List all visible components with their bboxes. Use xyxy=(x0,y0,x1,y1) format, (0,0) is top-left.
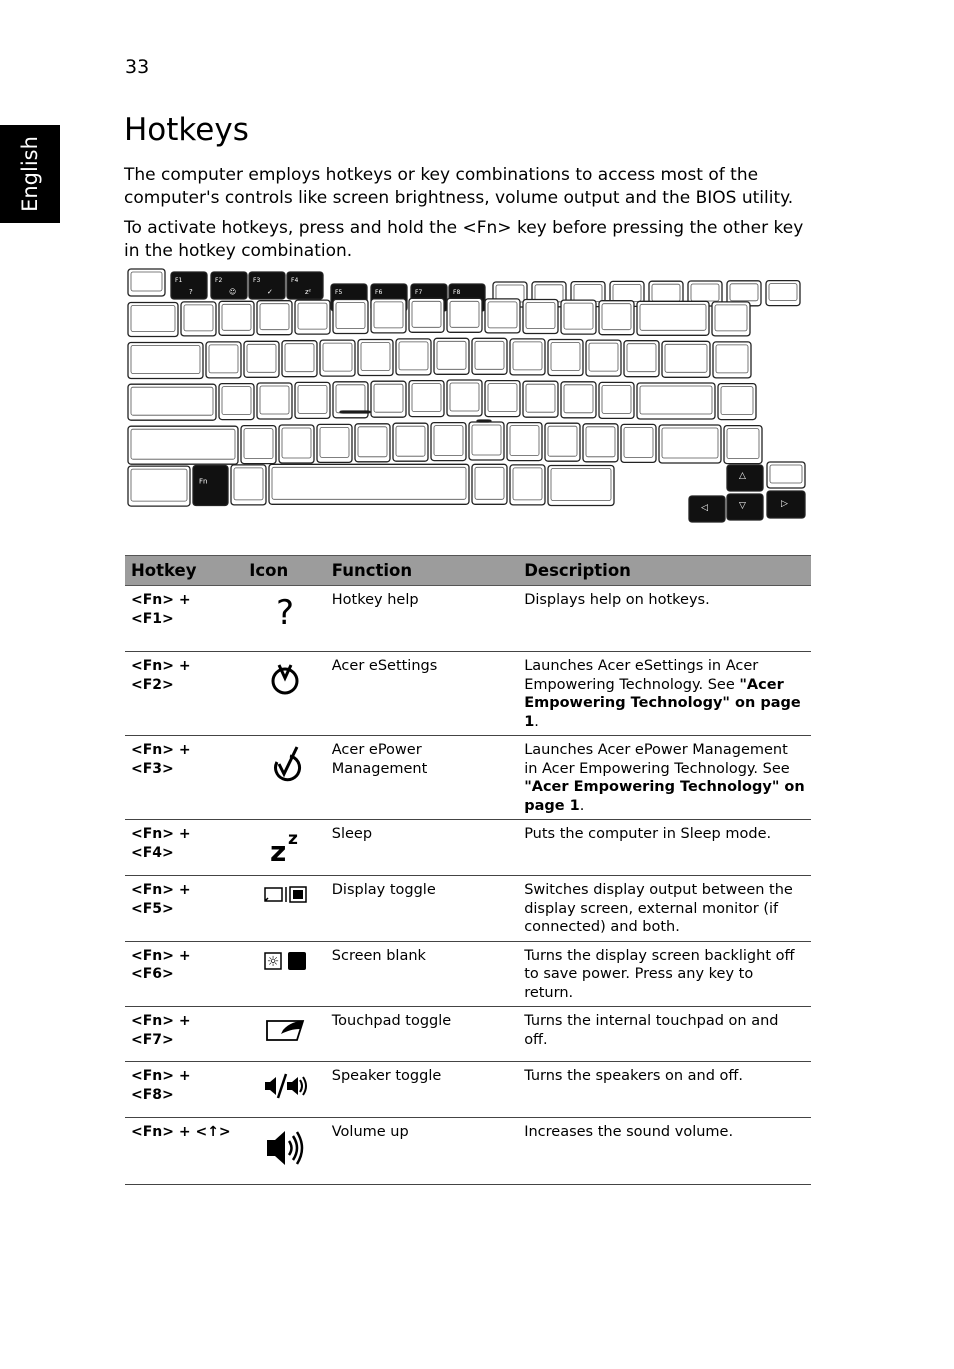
intro-paragraph: The computer employs hotkeys or key combinations to access most of the computer's controls like screen brightness, volume output and the BIOS utility. xyxy=(124,165,794,208)
hotkey-cell: <Fn> + <F3> xyxy=(125,736,243,820)
keyboard-key xyxy=(257,301,292,335)
f-key-1 xyxy=(171,272,207,299)
keyboard-key xyxy=(447,298,482,332)
icon-cell xyxy=(243,1062,326,1118)
speaker-toggle-icon xyxy=(262,1090,308,1106)
keyboard-key xyxy=(231,465,266,505)
icon-cell xyxy=(243,736,326,820)
keyboard-illustration xyxy=(125,266,810,528)
description-cell xyxy=(518,941,811,1007)
keyboard-key xyxy=(548,340,583,376)
header-description: Description xyxy=(518,556,811,586)
keyboard-key xyxy=(409,381,444,417)
f-key-2 xyxy=(211,272,247,299)
arrow-up-icon: △ xyxy=(739,471,746,481)
keyboard-key xyxy=(485,381,520,417)
keyboard-key xyxy=(128,466,190,506)
description-text: Launches Acer ePower Management in Acer Empowering Technology. See xyxy=(524,742,790,777)
keyboard-key xyxy=(523,300,558,334)
keyboard-key xyxy=(713,342,751,378)
volume-up-icon xyxy=(263,1158,307,1174)
keyboard-key xyxy=(621,424,656,462)
keyboard-key xyxy=(583,424,618,462)
keyboard-key xyxy=(279,425,314,463)
icon-cell xyxy=(243,586,326,652)
header-hotkey: Hotkey xyxy=(125,556,243,586)
esettings-icon xyxy=(268,684,302,700)
description-text: Launches Acer eSettings in Acer Empowering Technology. See xyxy=(524,658,759,693)
help-icon xyxy=(270,594,300,634)
icon-cell xyxy=(243,1007,326,1062)
language-tab xyxy=(0,125,60,223)
keyboard-key xyxy=(718,384,756,420)
description-text: Puts the computer in Sleep mode. xyxy=(524,826,772,842)
keyboard-key xyxy=(317,424,352,462)
keyboard-key xyxy=(371,299,406,333)
table-row xyxy=(125,820,811,876)
keyboard-key xyxy=(431,423,466,461)
arrow-up-key xyxy=(727,465,763,491)
icon-cell xyxy=(243,652,326,736)
keyboard-key xyxy=(434,338,469,374)
keyboard-key xyxy=(396,339,431,375)
activate-paragraph xyxy=(124,217,814,263)
keyboard-key xyxy=(447,380,482,416)
header-function: Function xyxy=(326,556,518,586)
description-cell xyxy=(518,1062,811,1118)
function-cell: Screen blank xyxy=(326,941,518,1007)
hotkey-table xyxy=(125,555,811,1185)
fn-key-label: Fn xyxy=(199,477,208,486)
keyboard-key xyxy=(371,381,406,417)
description-text: Displays help on hotkeys. xyxy=(524,592,710,608)
f-key-symbol-icon: ✓ xyxy=(267,288,273,296)
epower-icon xyxy=(268,772,302,788)
table-row xyxy=(125,586,811,652)
sleep-icon xyxy=(268,829,302,868)
svg-text:z: z xyxy=(269,835,286,864)
table-row xyxy=(125,1118,811,1185)
touchpad-icon xyxy=(263,1031,307,1047)
keyboard-key xyxy=(128,384,216,420)
keyboard-key xyxy=(128,303,178,337)
table-row xyxy=(125,652,811,736)
f-key-label: F3 xyxy=(253,277,261,284)
table-row xyxy=(125,876,811,942)
keyboard-key xyxy=(599,382,634,418)
keyboard-key xyxy=(766,281,800,306)
f-key-symbol-icon: zᶻ xyxy=(305,288,312,296)
keyboard-key xyxy=(767,462,805,488)
keyboard-key xyxy=(507,423,542,461)
keyboard-key xyxy=(269,464,469,504)
f-key-label: F5 xyxy=(335,289,343,296)
f-key-symbol-icon: ☺ xyxy=(229,288,237,296)
keyboard-key xyxy=(128,343,203,379)
activate-text-after: key before pressing the other key in the hotkey combination. xyxy=(124,218,804,261)
keyboard-key xyxy=(128,426,238,464)
keyboard-key xyxy=(659,425,721,463)
svg-text:☼: ☼ xyxy=(266,953,279,970)
arrow-left-key xyxy=(689,496,725,522)
hotkey-cell: <Fn> + <F4> xyxy=(125,820,243,876)
description-cell xyxy=(518,586,811,652)
keyboard-key xyxy=(472,464,507,504)
keyboard-key xyxy=(510,465,545,505)
function-cell: Acer ePower Management xyxy=(326,736,518,820)
f-key-label: F2 xyxy=(215,277,223,284)
keyboard-key xyxy=(295,382,330,418)
keyboard-key xyxy=(637,383,715,419)
table-row xyxy=(125,1007,811,1062)
fn-key-ref: <Fn> xyxy=(462,218,512,238)
f-key-3 xyxy=(249,272,285,299)
fn-key xyxy=(193,466,228,506)
keyboard-key xyxy=(181,302,216,336)
arrow-down-key xyxy=(727,494,763,520)
hotkey-cell: <Fn> + <F8> xyxy=(125,1062,243,1118)
description-text: Increases the sound volume. xyxy=(524,1124,734,1140)
arrow-right-key xyxy=(767,491,805,518)
svg-text:z: z xyxy=(287,829,298,849)
keyboard-key xyxy=(561,382,596,418)
f-key-label: F6 xyxy=(375,289,383,296)
arrow-down-icon: ▽ xyxy=(739,501,746,511)
icon-cell xyxy=(243,876,326,942)
function-cell: Touchpad toggle xyxy=(326,1007,518,1062)
description-cell xyxy=(518,652,811,736)
function-cell: Sleep xyxy=(326,820,518,876)
description-tail: . xyxy=(534,713,539,730)
description-cell xyxy=(518,820,811,876)
page-title: Hotkeys xyxy=(124,112,249,148)
hotkey-cell: <Fn> + <F5> xyxy=(125,876,243,942)
keyboard-key xyxy=(637,301,709,335)
f-key-label: F4 xyxy=(291,277,299,284)
keyboard-key xyxy=(241,426,276,464)
description-text: Switches display output between the display screen, external monitor (if connected) and both. xyxy=(524,882,793,935)
keyboard-key xyxy=(295,300,330,334)
page-number: 33 xyxy=(125,56,150,78)
description-reference: "Acer Empowering Technology" on page 1 xyxy=(524,676,801,730)
keyboard-key xyxy=(510,339,545,375)
f-key-label: F7 xyxy=(415,289,423,296)
hotkey-cell: <Fn> + <F1> xyxy=(125,586,243,652)
f-key-symbol-icon: ? xyxy=(189,288,193,296)
table-row xyxy=(125,1062,811,1118)
f-key-label: F1 xyxy=(175,277,183,284)
keyboard-key xyxy=(320,340,355,376)
arrow-right-icon: ▷ xyxy=(781,499,788,509)
table-row xyxy=(125,736,811,820)
description-text: Turns the speakers on and off. xyxy=(524,1068,744,1084)
icon-cell xyxy=(243,820,326,876)
keyboard-key xyxy=(599,301,634,335)
keyboard-key xyxy=(662,341,710,377)
f-key-4 xyxy=(287,272,323,299)
function-cell: Hotkey help xyxy=(326,586,518,652)
description-cell xyxy=(518,1007,811,1062)
keyboard-key xyxy=(355,424,390,462)
icon-cell xyxy=(243,941,326,1007)
display-toggle-icon xyxy=(262,892,308,908)
keyboard-key xyxy=(333,300,368,334)
activate-text-before: To activate hotkeys, press and hold the xyxy=(124,218,463,238)
keyboard-key xyxy=(523,381,558,417)
keyboard-key xyxy=(257,383,292,419)
function-cell: Display toggle xyxy=(326,876,518,942)
keyboard-key xyxy=(561,300,596,334)
esc-key xyxy=(128,269,165,296)
keyboard-key xyxy=(219,384,254,420)
function-cell: Speaker toggle xyxy=(326,1062,518,1118)
home-mark xyxy=(477,420,491,422)
keyboard-key xyxy=(724,426,762,464)
description-cell xyxy=(518,736,811,820)
keyboard-key xyxy=(206,342,241,378)
hotkey-cell: <Fn> + <↑> xyxy=(125,1118,243,1185)
hotkey-cell: <Fn> + <F2> xyxy=(125,652,243,736)
keyboard-key xyxy=(244,341,279,377)
screen-blank-icon xyxy=(262,953,308,976)
description-text: Turns the internal touchpad on and off. xyxy=(524,1013,779,1048)
keyboard-key xyxy=(282,341,317,377)
hotkey-cell: <Fn> + <F6> xyxy=(125,941,243,1007)
header-icon: Icon xyxy=(243,556,326,586)
table-row xyxy=(125,941,811,1007)
description-text: Turns the display screen backlight off to save power. Press any key to return. xyxy=(524,947,795,1001)
keyboard-key xyxy=(586,340,621,376)
table-header-row xyxy=(125,556,811,586)
keyboard-key xyxy=(469,422,504,460)
keyboard-key xyxy=(545,423,580,461)
function-cell: Acer eSettings xyxy=(326,652,518,736)
hotkey-cell: <Fn> + <F7> xyxy=(125,1007,243,1062)
description-tail: . xyxy=(579,797,585,814)
keyboard-key xyxy=(409,298,444,332)
keyboard-key xyxy=(219,301,254,335)
icon-cell xyxy=(243,1118,326,1185)
keyboard-key xyxy=(624,341,659,377)
keyboard-key xyxy=(485,299,520,333)
language-tab-label: English xyxy=(18,136,42,212)
description-cell xyxy=(518,876,811,942)
description-cell xyxy=(518,1118,811,1185)
function-cell: Volume up xyxy=(326,1118,518,1185)
f-key-label: F8 xyxy=(453,289,461,296)
description-reference: "Acer Empowering Technology" on page 1 xyxy=(524,779,805,814)
arrow-left-icon: ◁ xyxy=(701,503,708,513)
keyboard-key xyxy=(712,302,750,336)
home-mark xyxy=(340,411,370,413)
keyboard-key xyxy=(393,423,428,461)
keyboard-key xyxy=(472,338,507,374)
keyboard-key xyxy=(548,466,614,506)
keyboard-key xyxy=(358,340,393,376)
svg-text:?: ? xyxy=(275,594,294,630)
